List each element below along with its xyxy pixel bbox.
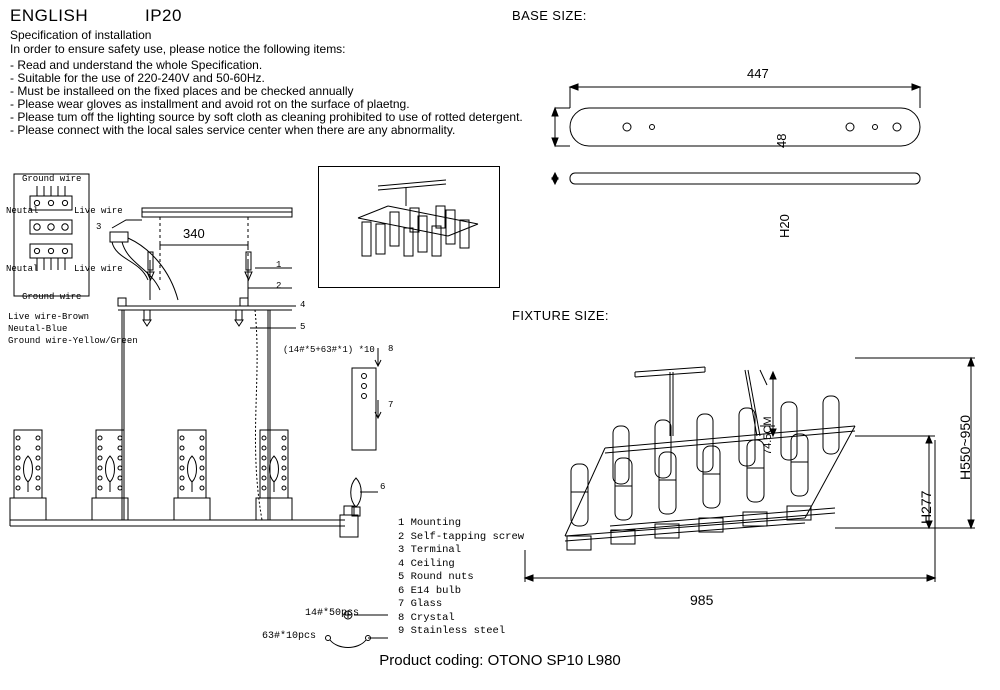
- pack-note-crystal: 14#*50pcs: [305, 608, 360, 619]
- fixture-size-heading: FIXTURE SIZE:: [512, 308, 609, 323]
- legend-label: Crystal: [410, 611, 455, 624]
- callout-4: 4: [300, 300, 306, 310]
- base-size-heading: BASE SIZE:: [512, 8, 587, 23]
- legend-label: Self-tapping screw: [410, 530, 525, 543]
- wire-legend-neutral: Neutal-Blue: [8, 324, 68, 334]
- legend-label: Mounting: [410, 517, 462, 529]
- callout-3: 3: [96, 222, 102, 232]
- dimension-340: 340: [183, 226, 205, 241]
- legend-num: 9: [398, 625, 405, 637]
- legend-num: 2: [398, 530, 405, 543]
- spec-item-2: - Suitable for the use of 220-240V and 50-60Hz.: [10, 71, 265, 85]
- spec-intro: In order to ensure safety use, please notice the following items:: [10, 42, 346, 56]
- ip-rating-label: IP20: [145, 6, 182, 25]
- spec-item-4: - Please wear gloves as installment and avoid rot on the surface of plaetng.: [10, 97, 410, 111]
- callout-5: 5: [300, 322, 306, 332]
- live-wire-bottom-label: Live wire: [74, 264, 123, 274]
- base-size-drawing: [505, 60, 985, 240]
- neutral-top-label: Neutal: [6, 206, 39, 216]
- fixture-body-height-dim: H277: [918, 490, 934, 524]
- wire-legend-ground: Ground wire-Yellow/Green: [8, 336, 138, 346]
- base-thickness-dim: H20: [777, 214, 792, 238]
- callout-7: 7: [388, 400, 394, 410]
- ground-wire-top-label: Ground wire: [22, 174, 82, 184]
- language-label: ENGLISH: [10, 6, 89, 25]
- legend-num: 3: [398, 544, 405, 556]
- legend-label: Glass: [410, 598, 443, 610]
- crystal-count-note: (14#*5+63#*1) *10: [283, 345, 375, 355]
- fixture-width-dim: 985: [690, 592, 714, 608]
- spec-item-3: - Must be installeed on the fixed places and be checked annually: [10, 84, 354, 98]
- base-height-dim: 48: [774, 133, 789, 148]
- legend-label: E14 bulb: [410, 584, 462, 597]
- legend-num: 5: [398, 571, 405, 583]
- legend-num: 8: [398, 611, 405, 624]
- legend-label: Terminal: [410, 544, 462, 556]
- spec-item-1: - Read and understand the whole Specification.: [10, 58, 263, 72]
- legend-num: 6: [398, 584, 405, 597]
- legend-num: 1: [398, 517, 405, 529]
- pack-note-chain: 63#*10pcs: [262, 631, 317, 642]
- legend-label: Stainless steel: [410, 625, 506, 637]
- product-coding: Product coding: OTONO SP10 L980: [379, 652, 621, 669]
- ground-wire-bottom-label: Ground wire: [22, 292, 82, 302]
- legend-num: 4: [398, 557, 405, 570]
- spec-title: Specification of installation: [10, 28, 152, 42]
- fixture-drop-note: 74.5CM: [762, 416, 774, 455]
- fixture-total-height-dim: H550~950: [957, 414, 973, 480]
- legend-num: 7: [398, 598, 405, 610]
- spec-item-5: - Please tum off the lighting source by soft cloth as cleaning prohibited to use of rotted detergent.: [10, 110, 523, 124]
- legend-label: Round nuts: [410, 571, 474, 583]
- callout-8: 8: [388, 344, 394, 354]
- callout-2: 2: [276, 281, 282, 291]
- spec-item-6: - Please connect with the local sales service center when there are any abnormality.: [10, 123, 456, 137]
- callout-6: 6: [380, 482, 386, 492]
- wire-legend-live: Live wire-Brown: [8, 312, 90, 322]
- callout-1: 1: [276, 260, 282, 270]
- base-width-dim: 447: [747, 66, 769, 81]
- legend-label: Ceiling: [410, 557, 455, 570]
- live-wire-top-label: Live wire: [74, 206, 123, 216]
- fixture-thumbnail: [318, 166, 500, 288]
- neutral-bottom-label: Neutal: [6, 264, 39, 274]
